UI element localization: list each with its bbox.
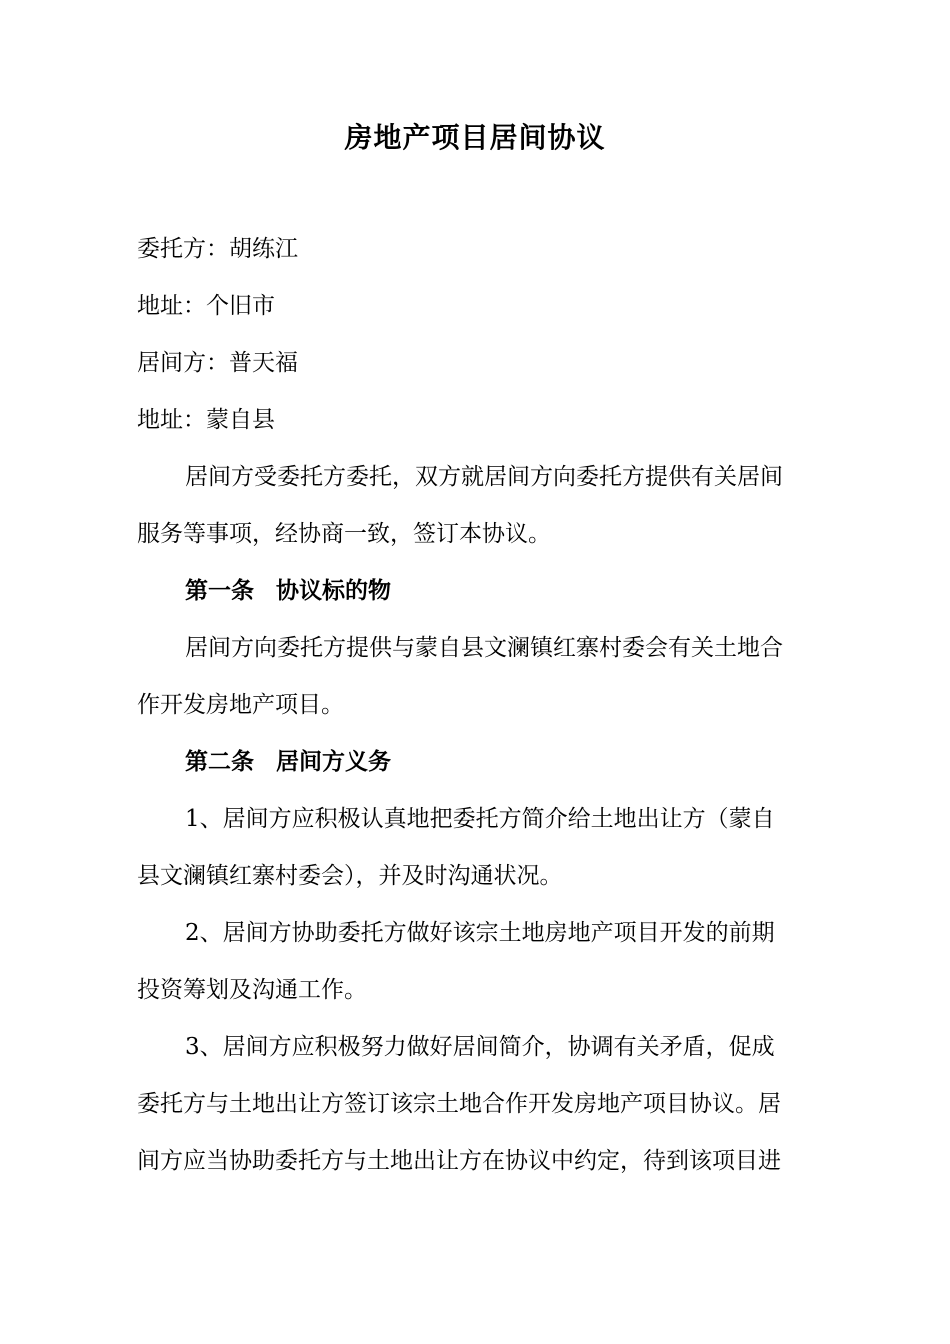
article-1-body-line-2: 作开发房地产项目。 [137,692,344,718]
article-1-number: 第一条 [185,577,254,604]
article-2-title: 居间方义务 [276,748,391,775]
article-1-body-line-1: 居间方向委托方提供与蒙自县文澜镇红寨村委会有关土地合 [185,635,783,661]
preamble-line-1: 居间方受委托方委托，双方就居间方向委托方提供有关居间 [185,464,783,490]
article-2-item-1-line-2: 县文澜镇红寨村委会），并及时沟通状况。 [137,863,563,889]
article-2-item-2-line-2: 投资筹划及沟通工作。 [137,977,367,1003]
document-title: 房地产项目居间协议 [344,121,606,154]
article-2-item-2-line-1: 2、居间方协助委托方做好该宗土地房地产项目开发的前期 [185,920,775,946]
principal-line: 委托方：胡练江 [137,236,298,262]
article-2-item-3-line-3: 间方应当协助委托方与土地出让方在协议中约定，待到该项目进 [137,1148,781,1174]
article-2-number: 第二条 [185,748,254,775]
article-1-heading [185,573,391,609]
article-2-item-3-line-1: 3、居间方应积极努力做好居间简介，协调有关矛盾，促成 [185,1034,775,1060]
principal-address-line: 地址：个旧市 [137,293,275,319]
article-1-title: 协议标的物 [276,577,391,604]
article-2-heading [185,744,391,780]
broker-address-line: 地址：蒙自县 [137,407,275,433]
broker-line: 居间方：普天福 [137,350,298,376]
preamble-line-2: 服务等事项，经协商一致，签订本协议。 [137,521,551,547]
article-2-item-3-line-2: 委托方与土地出让方签订该宗土地合作开发房地产项目协议。居 [137,1091,781,1117]
article-2-item-1-line-1: 1、居间方应积极认真地把委托方简介给土地出让方（蒙自 [185,806,775,832]
